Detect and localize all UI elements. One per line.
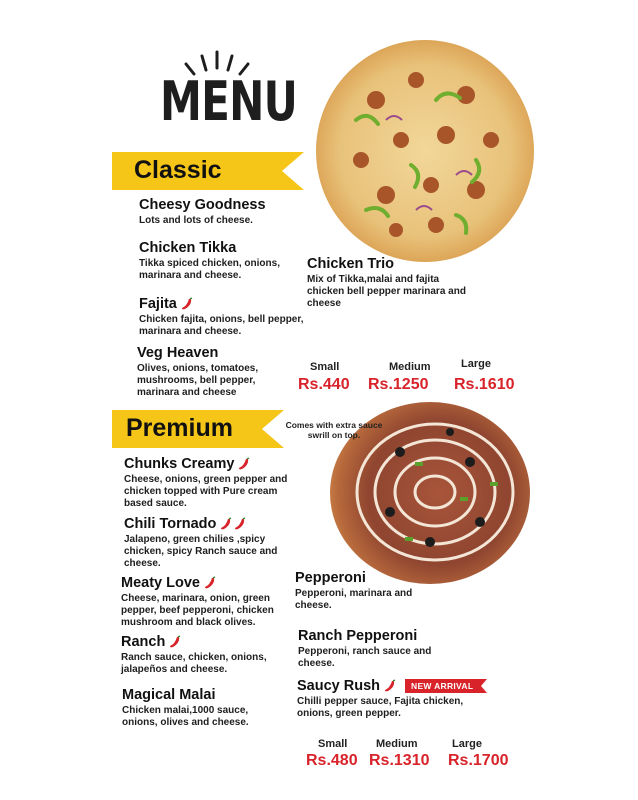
item-desc: Tikka spiced chicken, onions, marinara and cheese.	[139, 258, 280, 281]
price-medium: Rs.1310	[369, 752, 430, 769]
size-label: Medium	[376, 738, 418, 750]
menu-item	[124, 456, 294, 510]
classic-pizza-image	[316, 40, 534, 262]
item-desc: Chilli pepper sauce, Fajita chicken, onions, green pepper.	[297, 696, 464, 719]
menu-item	[121, 634, 286, 676]
item-desc: Pepperoni, marinara and cheese.	[295, 588, 413, 611]
menu-item	[139, 197, 299, 227]
item-desc: Olives, onions, tomatoes, mushrooms, bell pepper, marinara and cheese	[137, 363, 259, 398]
item-name: Ranch Pepperoni	[298, 628, 418, 644]
size-label: Small	[318, 738, 348, 750]
ribbon-tail	[282, 152, 304, 190]
item-name: Saucy Rush	[297, 678, 380, 694]
premium-heading: Premium	[126, 414, 233, 442]
new-arrival-badge: NEW ARRIVAL	[405, 679, 481, 693]
menu-item	[295, 570, 430, 612]
chili-icon	[203, 576, 217, 590]
menu-item	[139, 296, 304, 338]
size-label: Large	[461, 358, 491, 370]
item-desc: Ranch sauce, chicken, onions, jalapeños and cheese.	[121, 652, 267, 675]
item-name: Chicken Tikka	[139, 240, 237, 256]
item-desc: Jalapeno, green chilies ,spicy chicken, spicy Ranch sauce and cheese.	[124, 534, 278, 569]
item-desc: Chicken malai,1000 sauce, onions, olives and cheese.	[122, 705, 249, 728]
menu-item	[122, 687, 272, 729]
price-small: Rs.440	[298, 376, 350, 393]
item-desc: Lots and lots of cheese.	[139, 215, 253, 226]
price-large: Rs.1700	[448, 752, 509, 769]
menu-item	[139, 240, 304, 282]
size-label: Small	[310, 361, 340, 373]
chili-icon	[219, 517, 233, 531]
item-desc: Mix of Tikka,malai and fajita chicken bell pepper marinara and cheese	[307, 274, 466, 309]
pizza-toppings-icon	[316, 40, 534, 262]
chili-icon	[237, 457, 251, 471]
item-desc: Cheese, onions, green pepper and chicken topped with Pure cream based sauce.	[124, 474, 288, 509]
menu-item	[137, 345, 287, 399]
chili-icon	[168, 635, 182, 649]
menu-item	[121, 575, 293, 629]
item-name: Magical Malai	[122, 687, 216, 703]
item-name: Chunks Creamy	[124, 456, 235, 472]
item-name: Cheesy Goodness	[139, 197, 266, 213]
size-label: Medium	[389, 361, 431, 373]
premium-heading-ribbon	[112, 410, 262, 448]
page-title: MENU	[160, 70, 298, 133]
price-small: Rs.480	[306, 752, 358, 769]
chili-icon	[180, 297, 194, 311]
item-name: Fajita	[139, 296, 177, 312]
item-name: Veg Heaven	[137, 345, 219, 361]
item-desc: Cheese, marinara, onion, green pepper, beef pepperoni, chicken mushroom and black olives.	[121, 593, 274, 628]
item-desc: Pepperoni, ranch sauce and cheese.	[298, 646, 432, 669]
classic-heading-ribbon	[112, 152, 282, 190]
item-name: Ranch	[121, 634, 166, 650]
menu-item	[307, 256, 467, 310]
size-label: Large	[452, 738, 482, 750]
item-name: Chicken Trio	[307, 256, 395, 272]
price-medium: Rs.1250	[368, 376, 429, 393]
item-name: Pepperoni	[295, 570, 366, 586]
item-name: Meaty Love	[121, 575, 200, 591]
menu-item	[298, 628, 448, 670]
price-large: Rs.1610	[454, 376, 515, 393]
menu-item	[124, 516, 294, 570]
classic-heading: Classic	[134, 156, 222, 184]
sauce-note: Comes with extra sauce swrill on top.	[285, 420, 383, 440]
item-desc: Chicken fajita, onions, bell pepper, marinara and cheese.	[139, 314, 304, 337]
chili-icon	[233, 517, 247, 531]
menu-item	[297, 678, 517, 720]
item-name: Chili Tornado	[124, 516, 217, 532]
chili-icon	[383, 679, 397, 693]
